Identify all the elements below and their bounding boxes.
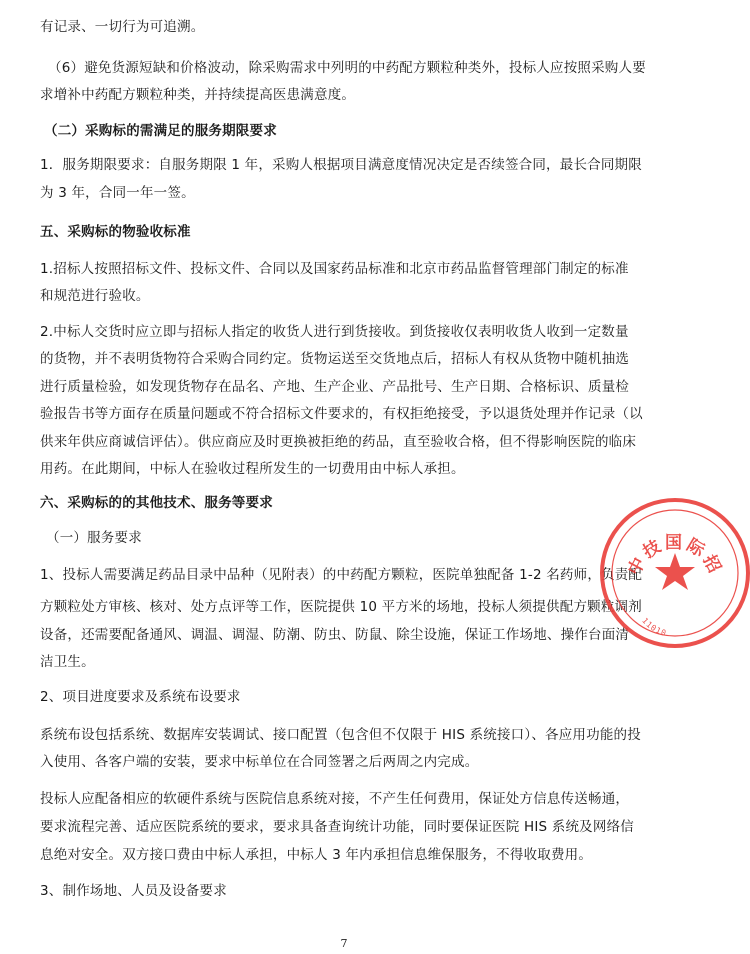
paragraph-line: 求增补中药配方颗粒种类，并持续提高医患满意度。 xyxy=(40,87,356,103)
paragraph-line: 洁卫生。 xyxy=(40,654,95,670)
paragraph-line: 1、投标人需要满足药品目录中品种（见附表）的中药配方颗粒，医院单独配备 1-2 名药师，负责配 xyxy=(40,567,643,583)
paragraph-line: （6）避免货源短缺和价格波动，除采购需求中列明的中药配方颗粒种类外，投标人应按照采购人要 xyxy=(48,60,646,76)
paragraph-line: 为 3 年，合同一年一签。 xyxy=(40,185,195,201)
paragraph-line: 验报告书等方面存在质量问题或不符合招标文件要求的，有权拒绝接受，予以退货处理并作记录（以 xyxy=(40,406,643,422)
company-seal-stamp xyxy=(600,498,750,648)
page-number: 7 xyxy=(340,937,348,950)
subsection-heading: 2、项目进度要求及系统布设要求 xyxy=(40,689,241,705)
paragraph-line: 的货物，并不表明货物符合采购合同约定。货物运送至交货地点后，招标人有权从货物中随机抽选 xyxy=(40,351,630,367)
paragraph-line: 有记录、一切行为可追溯。 xyxy=(40,19,205,35)
paragraph-line: 和规范进行验收。 xyxy=(40,288,150,304)
paragraph-line: 投标人应配备相应的软硬件系统与医院信息系统对接，不产生任何费用，保证处方信息传送畅通， xyxy=(40,791,630,807)
section-heading: （二）采购标的需满足的服务期限要求 xyxy=(44,123,277,139)
paragraph-line: 用药。在此期间，中标人在验收过程所发生的一切费用由中标人承担。 xyxy=(40,461,465,477)
paragraph-line: 设备，还需要配备通风、调温、调湿、防潮、防虫、防鼠、除尘设施，保证工作场地、操作台面清 xyxy=(40,627,630,643)
paragraph-line: 进行质量检验，如发现货物存在品名、产地、生产企业、产品批号、生产日期、合格标识、质量检 xyxy=(40,379,630,395)
section-heading: 六、采购标的的其他技术、服务等要求 xyxy=(40,495,273,511)
paragraph-line: 供来年供应商诚信评估）。供应商应及时更换被拒绝的药品，直至验收合格，但不得影响医院的临床 xyxy=(40,434,637,450)
paragraph-line: 系统布设包括系统、数据库安装调试、接口配置（包含但不仅限于 HIS 系统接口）、各应用功能的投 xyxy=(40,727,641,743)
paragraph-line: 2.中标人交货时应立即与招标人指定的收货人进行到货接收。到货接收仅表明收货人收到一定数量 xyxy=(40,324,629,340)
paragraph-line: 方颗粒处方审核、核对、处方点评等工作，医院提供 10 平方米的场地，投标人须提供配方颗粒调剂 xyxy=(40,599,642,615)
paragraph-line: 入使用、各客户端的安装，要求中标单位在合同签署之后两周之内完成。 xyxy=(40,754,479,770)
paragraph-line: 1.招标人按照招标文件、投标文件、合同以及国家药品标准和北京市药品监督管理部门制定的标准 xyxy=(40,261,629,277)
paragraph-line: 1．服务期限要求：自服务期限 1 年，采购人根据项目满意度情况决定是否续签合同，最长合同期限 xyxy=(40,157,642,173)
seal-code: 11010 xyxy=(640,616,668,639)
paragraph-line: 要求流程完善、适应医院系统的要求，要求具备查询统计功能，同时要保证医院 HIS 系统及网络信 xyxy=(40,819,634,835)
subsection-heading: （一）服务要求 xyxy=(46,530,142,546)
section-heading: 五、采购标的物验收标准 xyxy=(40,224,191,240)
paragraph-line: 息绝对安全。双方接口费由中标人承担，中标人 3 年内承担信息维保服务，不得收取费用。 xyxy=(40,847,593,863)
subsection-heading: 3、制作场地、人员及设备要求 xyxy=(40,883,227,899)
seal-text: 中技国际招 xyxy=(624,533,726,579)
svg-text:11010 xyxy=(640,616,668,638)
seal-star-icon xyxy=(655,553,695,590)
